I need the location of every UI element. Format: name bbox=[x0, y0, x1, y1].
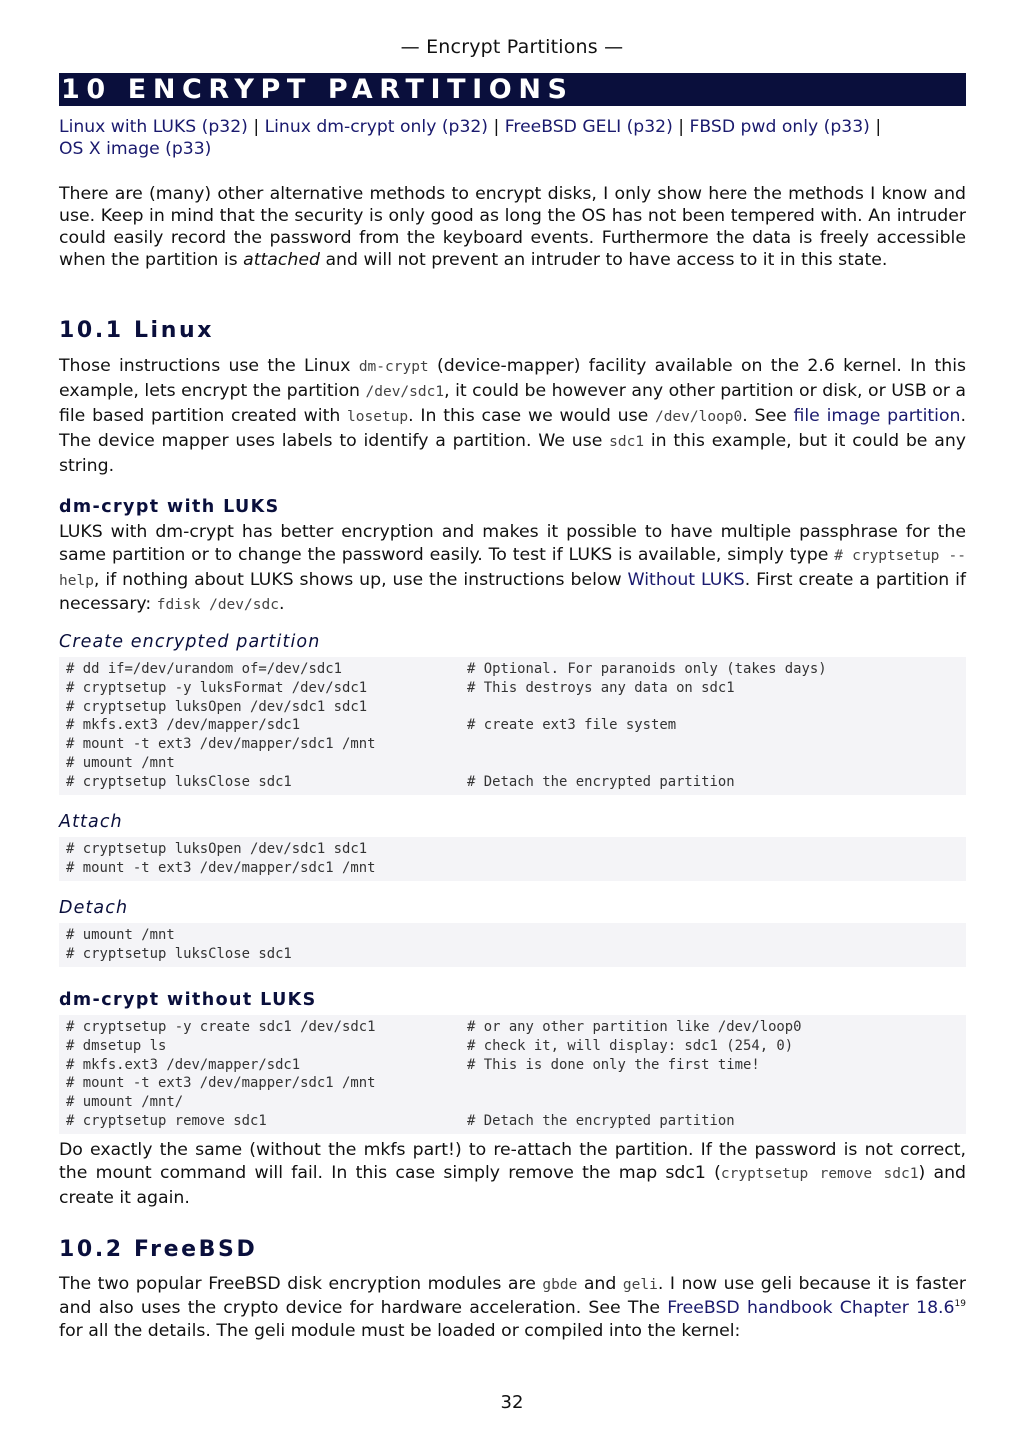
nav-separator: | bbox=[875, 117, 882, 137]
chapter-title-bar: 10 ENCRYPT PARTITIONS bbox=[59, 73, 966, 106]
code-command: # mkfs.ext3 /dev/mapper/sdc1 bbox=[66, 1056, 301, 1073]
nav-link-osx-image[interactable]: OS X image (p33) bbox=[59, 139, 212, 159]
intro-text-end: and will not prevent an intruder to have access to it in this state. bbox=[319, 250, 888, 270]
inline-code: cryptsetup remove sdc1 bbox=[720, 1166, 919, 1183]
noluks-paragraph-block bbox=[59, 1139, 966, 1210]
intro-text: There are (many) other alternative methods to encrypt disks, I only show here the methods I know and use. Keep in mind that the security is only good as long the OS has not been tempered with. An intruder could easily record the password from the keyboard events. Furthermore the data is freely accessible when the partition is bbox=[59, 184, 966, 270]
code-line bbox=[66, 716, 966, 735]
code-command: # dmsetup ls bbox=[66, 1037, 167, 1054]
code-comment: # Detach the encrypted partition bbox=[467, 1112, 735, 1129]
code-command: # umount /mnt bbox=[66, 754, 175, 771]
code-block-create bbox=[59, 657, 966, 795]
code-command: # cryptsetup remove sdc1 bbox=[66, 1112, 267, 1129]
running-header: — Encrypt Partitions — bbox=[400, 36, 624, 58]
code-line bbox=[66, 773, 966, 792]
section-heading-linux: 10.1 Linux bbox=[59, 318, 215, 343]
code-line bbox=[66, 754, 966, 773]
nav-link-freebsd-geli[interactable]: FreeBSD GELI (p32) bbox=[504, 117, 673, 137]
inline-code: /dev/loop0 bbox=[654, 409, 743, 425]
luks-paragraph: LUKS with dm-crypt has better encryption and makes it possible to have multiple passphrase for the same partition or to change the password easily. To test if LUKS is available, simply type # cryptsetup --help, if nothing about LUKS shows up, use the instructions below Without LUKS. First create a partition if necessary: fdisk /dev/sdc. bbox=[59, 522, 966, 615]
code-line bbox=[66, 1074, 966, 1093]
code-block-noluks bbox=[59, 1015, 966, 1134]
code-line bbox=[66, 1056, 966, 1075]
page-number: 32 bbox=[500, 1392, 524, 1413]
subsection-heading-luks: dm-crypt with LUKS bbox=[59, 497, 280, 517]
code-line bbox=[66, 1093, 966, 1112]
code-line bbox=[66, 840, 966, 859]
intro-paragraph bbox=[59, 183, 966, 271]
nav-link-fbsd-pwd[interactable]: FBSD pwd only (p33) bbox=[689, 117, 870, 137]
code-line bbox=[66, 1018, 966, 1037]
intro-emphasis: attached bbox=[243, 250, 320, 270]
nav-separator: | bbox=[253, 117, 265, 137]
subsection-luks bbox=[59, 497, 966, 517]
nav-link-linux-dmcrypt[interactable]: Linux dm-crypt only (p32) bbox=[264, 117, 489, 137]
nav-separator: | bbox=[678, 117, 690, 137]
code-command: # umount /mnt/ bbox=[66, 1094, 184, 1111]
inline-code: # cryptsetup --help bbox=[59, 548, 966, 589]
create-caption-block bbox=[59, 632, 966, 652]
attach-caption-block bbox=[59, 812, 966, 832]
code-line bbox=[66, 1112, 966, 1131]
code-line bbox=[66, 859, 966, 878]
code-command: # cryptsetup -y luksFormat /dev/sdc1 bbox=[66, 679, 368, 696]
inline-code: /dev/sdc1 bbox=[365, 384, 445, 400]
code-comment: # This is done only the first time! bbox=[467, 1056, 760, 1073]
freebsd-paragraph: The two popular FreeBSD disk encryption modules are gbde and geli. I now use geli because it is faster and also uses the crypto device for hardware acceleration. See The FreeBSD handbook Chapter 18.6$^{19}$ for all the details. The geli module must be loaded or compiled into the kernel: bbox=[59, 1274, 967, 1342]
linux-paragraph-block bbox=[59, 354, 966, 478]
caption-attach: Attach bbox=[59, 812, 123, 832]
code-comment: # check it, will display: sdc1 (254, 0) bbox=[467, 1037, 794, 1054]
code-command: # cryptsetup luksClose sdc1 bbox=[66, 773, 292, 790]
code-line bbox=[66, 660, 966, 679]
code-comment: # Detach the encrypted partition bbox=[467, 773, 735, 790]
code-line bbox=[66, 679, 966, 698]
code-line bbox=[66, 945, 966, 964]
code-line bbox=[66, 1037, 966, 1056]
file-image-partition-link[interactable]: file image partition bbox=[793, 406, 961, 426]
caption-detach: Detach bbox=[59, 898, 129, 918]
code-comment: # Optional. For paranoids only (takes days) bbox=[467, 661, 827, 677]
detach-caption-block bbox=[59, 898, 966, 918]
code-block-attach bbox=[59, 837, 966, 881]
footnote-marker[interactable]: 19 bbox=[954, 1299, 966, 1310]
code-line bbox=[66, 735, 966, 754]
intro-paragraph-block bbox=[59, 183, 966, 271]
linux-paragraph: Those instructions use the Linux dm-crypt (device-mapper) facility available on the 2.6 kernel. In this example, lets encrypt the partition /dev/sdc1, it could be however any other partition or disk, or USB or a file based partition created with losetup. In this case we would use /dev/loop0. See file image partition. The device mapper uses labels to identify a partition. We use sdc1 in this example, but it could be any string. bbox=[59, 356, 966, 476]
code-block-detach bbox=[59, 923, 966, 967]
inline-code: losetup bbox=[347, 409, 409, 425]
freebsd-handbook-link[interactable]: FreeBSD handbook Chapter 18.6 bbox=[667, 1298, 955, 1319]
inline-code: fdisk /dev/sdc bbox=[156, 597, 279, 614]
nav-link-linux-luks[interactable]: Linux with LUKS (p32) bbox=[59, 117, 248, 137]
inline-code: sdc1 bbox=[609, 434, 645, 450]
code-line bbox=[66, 698, 966, 717]
inline-code: gbde bbox=[542, 1277, 578, 1293]
code-command: # cryptsetup -y create sdc1 /dev/sdc1 bbox=[66, 1019, 376, 1035]
without-luks-link[interactable]: Without LUKS bbox=[627, 569, 745, 590]
chapter-nav bbox=[59, 116, 966, 160]
code-command: # cryptsetup luksOpen /dev/sdc1 sdc1 bbox=[66, 841, 368, 857]
caption-create-encrypted-partition: Create encrypted partition bbox=[59, 632, 321, 652]
subsection-heading-noluks: dm-crypt without LUKS bbox=[59, 990, 317, 1010]
code-command: # dd if=/dev/urandom of=/dev/sdc1 bbox=[66, 661, 342, 677]
code-command: # mount -t ext3 /dev/mapper/sdc1 /mnt bbox=[66, 859, 376, 876]
code-command: # mount -t ext3 /dev/mapper/sdc1 /mnt bbox=[66, 736, 376, 753]
section-freebsd bbox=[59, 1237, 966, 1262]
code-comment: # create ext3 file system bbox=[467, 717, 677, 734]
code-command: # umount /mnt bbox=[66, 927, 175, 943]
subsection-noluks bbox=[59, 990, 966, 1010]
inline-code: geli bbox=[622, 1277, 658, 1293]
noluks-paragraph: Do exactly the same (without the mkfs part!) to re-attach the partition. If the password is not correct, the mount command will fail. In this case simply remove the map sdc1 (cryptsetup remove sdc1) and create it again. bbox=[59, 1140, 966, 1208]
code-command: # cryptsetup luksClose sdc1 bbox=[66, 945, 292, 962]
code-comment: # or any other partition like /dev/loop0 bbox=[467, 1019, 802, 1035]
inline-code: dm-crypt bbox=[358, 359, 429, 375]
section-heading-freebsd: 10.2 FreeBSD bbox=[59, 1237, 258, 1262]
luks-paragraph-block bbox=[59, 521, 966, 618]
section-linux bbox=[59, 318, 966, 343]
code-comment: # This destroys any data on sdc1 bbox=[467, 679, 735, 696]
code-command: # mount -t ext3 /dev/mapper/sdc1 /mnt bbox=[66, 1075, 376, 1092]
freebsd-paragraph-block bbox=[59, 1273, 966, 1344]
nav-separator: | bbox=[493, 117, 505, 137]
code-line bbox=[66, 926, 966, 945]
code-command: # cryptsetup luksOpen /dev/sdc1 sdc1 bbox=[66, 698, 368, 715]
code-command: # mkfs.ext3 /dev/mapper/sdc1 bbox=[66, 717, 301, 734]
